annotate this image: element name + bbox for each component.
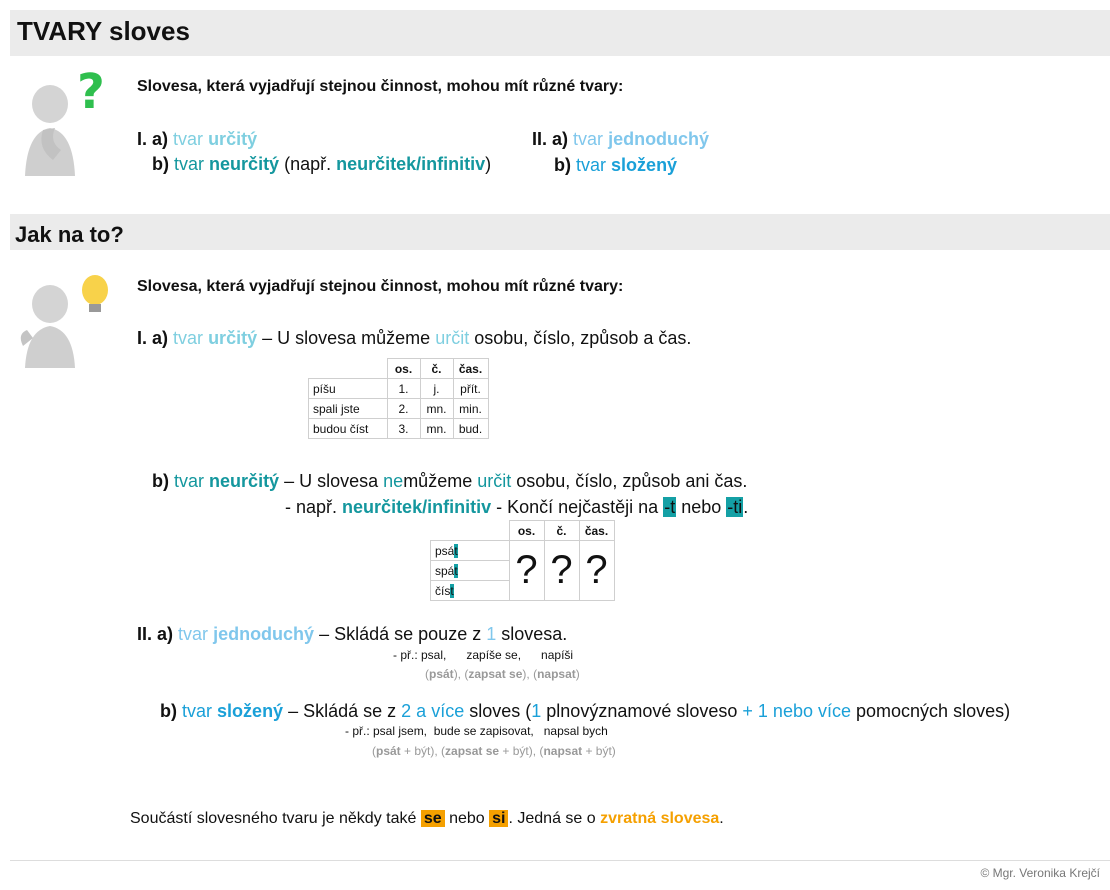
iia-num: 1 xyxy=(486,624,497,644)
iib-infinitives: (psát + být), (zapsat se + být), (napsat + být) xyxy=(372,744,616,758)
iia-infinitives: (psát), (zapsat se), (napsat) xyxy=(425,667,580,681)
ending-nebo: nebo xyxy=(681,497,722,517)
word-tvar: tvar xyxy=(174,154,205,174)
cell-os: 2. xyxy=(387,399,420,419)
word-ending: t xyxy=(454,563,458,578)
howto-band xyxy=(10,214,1110,250)
word-jednoduchy: jednoduchý xyxy=(608,129,710,149)
copyright: © Mgr. Veronika Krejčí xyxy=(980,866,1100,880)
iia-rest1: – Skládá se pouze z xyxy=(319,624,482,644)
ib-ne: ne xyxy=(383,471,404,491)
table-header-row xyxy=(309,359,489,379)
word-tvar: tvar xyxy=(174,471,205,491)
word-neurcity: neurčitý xyxy=(209,154,280,174)
howto-lead: Slovesa, která vyjadřují stejnou činnost, mohou mít různé tvary: xyxy=(137,278,624,295)
ia-urcit: určit xyxy=(435,328,470,348)
ending-ti: -ti xyxy=(727,497,743,517)
inf-word: napsat xyxy=(543,744,583,758)
word-slozeny: složený xyxy=(611,155,678,175)
ib-muzeme: můžeme xyxy=(403,471,473,491)
th-c: č. xyxy=(544,521,579,541)
label-ia: I. a) xyxy=(137,328,169,348)
inf-suffix: + být), xyxy=(400,744,438,758)
iib-rest3: pomocných sloves) xyxy=(856,701,1011,721)
label-ia: I. a) xyxy=(137,129,169,149)
inf-suffix: ) xyxy=(575,667,580,681)
ending-t: -t xyxy=(664,497,676,517)
reflexive-line xyxy=(130,810,724,828)
label-b: b) xyxy=(152,154,169,174)
word-urcity: určitý xyxy=(208,328,258,348)
inf-suffix: + být) xyxy=(582,744,616,758)
word-tvar: tvar xyxy=(576,155,607,175)
word-neurcity: neurčitý xyxy=(209,471,280,491)
word-tvar: tvar xyxy=(182,701,213,721)
reflexive-se: se xyxy=(421,810,445,827)
svg-text:?: ? xyxy=(77,68,105,120)
label-b: b) xyxy=(160,701,177,721)
ib-konci: - Končí nejčastěji na xyxy=(496,497,659,517)
word-urcity: určitý xyxy=(208,129,258,149)
reflexive-dot: . xyxy=(719,810,724,827)
iib-examples: - př.: psal jsem, bude se zapisovat, napsal bych xyxy=(345,724,608,738)
inf-word: napsat xyxy=(537,667,576,681)
iib-rest2: sloves ( xyxy=(469,701,532,721)
reflexive-text1: Součástí slovesného tvaru je někdy také xyxy=(130,810,417,827)
cell-word xyxy=(431,561,510,581)
cell-c: j. xyxy=(420,379,453,399)
inf-suffix: ), xyxy=(522,667,530,681)
howto-ib-line2 xyxy=(285,497,748,518)
inf-suffix: ), xyxy=(453,667,462,681)
iib-one: 1 xyxy=(531,701,542,721)
cell-word: budou číst xyxy=(309,419,388,439)
word-stem: čís xyxy=(435,583,451,598)
word-tvar: tvar xyxy=(178,624,209,644)
table-row xyxy=(431,541,615,561)
intro-ia xyxy=(137,129,257,150)
thinking-figure-icon xyxy=(15,68,110,178)
cell-word xyxy=(431,581,510,601)
table-row xyxy=(309,399,489,419)
cell-question: ? xyxy=(509,541,544,601)
table-header-row xyxy=(431,521,615,541)
word-jednoduchy: jednoduchý xyxy=(213,624,315,644)
reflexive-text2: . Jedná se o xyxy=(508,810,596,827)
label-b: b) xyxy=(554,155,571,175)
howto-iia xyxy=(137,624,567,645)
iib-rest1: – Skládá se z xyxy=(288,701,397,721)
ib-rest1: – U slovesa xyxy=(284,471,379,491)
table-neurcity xyxy=(430,520,615,601)
label-b: b) xyxy=(152,471,169,491)
cell-os: 3. xyxy=(387,419,420,439)
cell-os: 1. xyxy=(387,379,420,399)
label-iia: II. a) xyxy=(137,624,174,644)
reflexive-zvratna: zvratná slovesa xyxy=(600,810,720,827)
close-paren: ) xyxy=(485,154,492,174)
cell-cas: přít. xyxy=(453,379,488,399)
iia-rest2: slovesa. xyxy=(501,624,568,644)
intro-lead: Slovesa, která vyjadřují stejnou činnost, mohou mít různé tvary: xyxy=(137,78,624,95)
word-tvar: tvar xyxy=(173,129,204,149)
footer-divider xyxy=(10,860,1110,861)
iib-plno: plnovýznamové sloveso xyxy=(546,701,738,721)
cell-word: píšu xyxy=(309,379,388,399)
iia-examples: - př.: psal, zapíše se, napíši xyxy=(393,648,574,662)
th-os: os. xyxy=(509,521,544,541)
th-os: os. xyxy=(387,359,420,379)
cell-question: ? xyxy=(544,541,579,601)
word-stem: psá xyxy=(435,543,455,558)
inf-word: zapsat se xyxy=(445,744,500,758)
ib-infinitiv: neurčitek/infinitiv xyxy=(342,497,492,517)
intro-ib xyxy=(152,154,491,175)
ib-urcit: určit xyxy=(477,471,512,491)
inf-word: psát xyxy=(429,667,454,681)
th-cas: čas. xyxy=(579,521,614,541)
ib-rest2: osobu, číslo, způsob ani čas. xyxy=(516,471,748,491)
howto-ia xyxy=(137,328,691,349)
cell-c: mn. xyxy=(420,419,453,439)
word-infinitiv: neurčitek/infinitiv xyxy=(336,154,486,174)
section-heading: Jak na to? xyxy=(15,222,124,247)
iib-num: 2 a více xyxy=(401,701,465,721)
inf-suffix: + být), xyxy=(499,744,537,758)
table-urcity xyxy=(308,358,489,439)
cell-word xyxy=(431,541,510,561)
iib-plus: + 1 nebo více xyxy=(742,701,851,721)
word-slozeny: složený xyxy=(217,701,284,721)
word-napr: (např. xyxy=(284,154,332,174)
cell-word: spali jste xyxy=(309,399,388,419)
ending-dot: . xyxy=(743,497,749,517)
word-stem: spá xyxy=(435,563,455,578)
inf-word: psát xyxy=(376,744,401,758)
th-cas: čas. xyxy=(453,359,488,379)
ia-rest2: osobu, číslo, způsob a čas. xyxy=(474,328,692,348)
word-tvar: tvar xyxy=(573,129,604,149)
table-row xyxy=(309,379,489,399)
table-row xyxy=(309,419,489,439)
cell-cas: min. xyxy=(453,399,488,419)
idea-figure-icon xyxy=(15,268,110,368)
ia-rest1: – U slovesa můžeme xyxy=(262,328,431,348)
howto-iib xyxy=(160,701,1010,722)
cell-c: mn. xyxy=(420,399,453,419)
reflexive-si: si xyxy=(489,810,508,827)
ib-napr: - např. xyxy=(285,497,338,517)
word-ending: t xyxy=(454,543,458,558)
word-ending: t xyxy=(450,583,454,598)
intro-iia xyxy=(532,129,709,150)
page-title: TVARY sloves xyxy=(17,16,190,46)
reflexive-nebo: nebo xyxy=(449,810,485,827)
label-iia: II. a) xyxy=(532,129,569,149)
cell-question: ? xyxy=(579,541,614,601)
howto-ib xyxy=(152,471,747,492)
cell-cas: bud. xyxy=(453,419,488,439)
inf-word: zapsat se xyxy=(468,667,523,681)
intro-iib xyxy=(554,155,677,176)
th-c: č. xyxy=(420,359,453,379)
word-tvar: tvar xyxy=(173,328,204,348)
